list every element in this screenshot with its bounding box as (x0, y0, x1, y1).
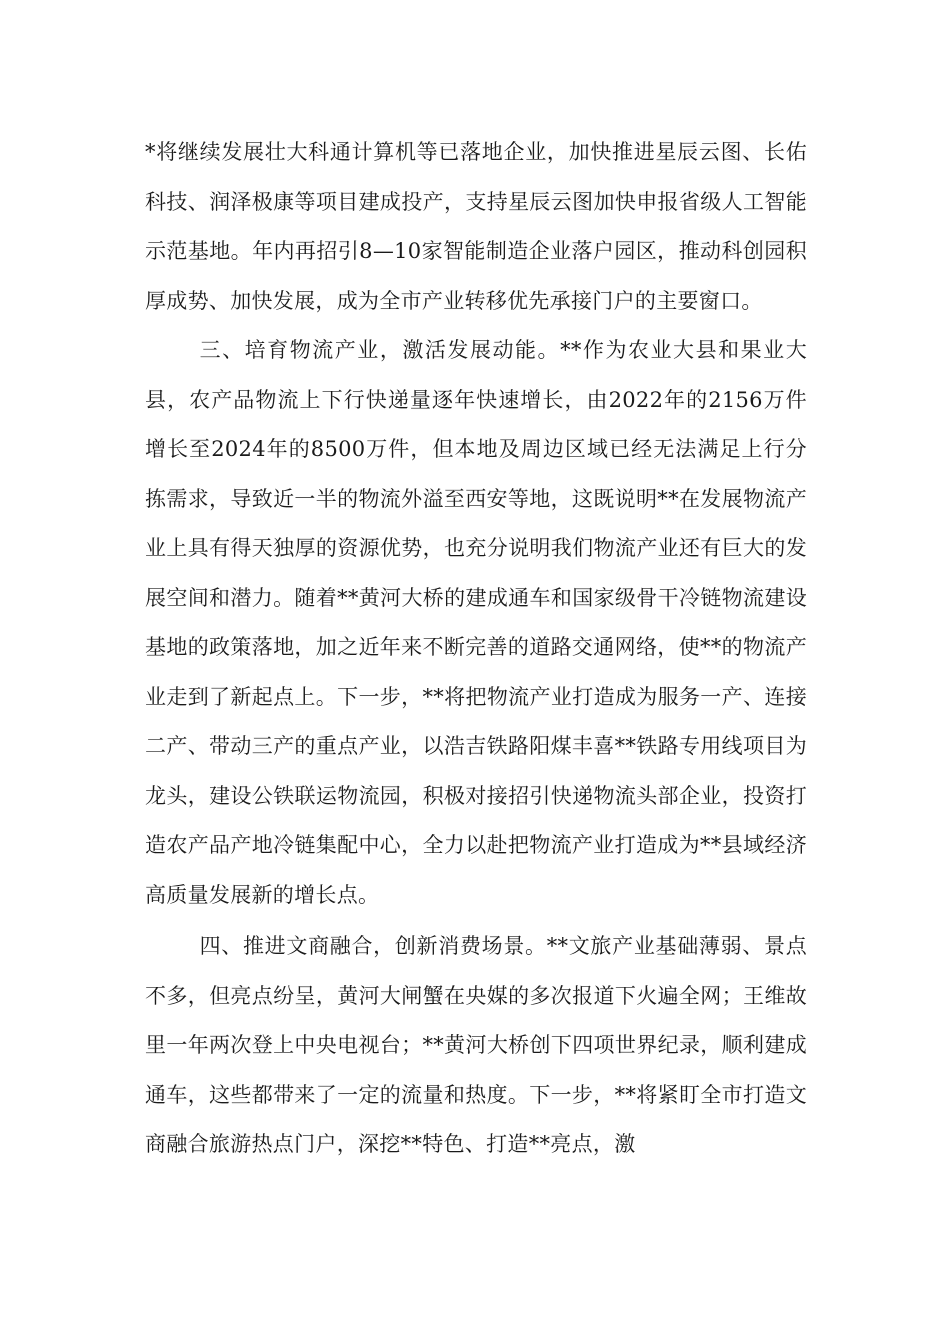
paragraph-tech-park: *将继续发展壮大科通计算机等已落地企业，加快推进星辰云图、长佑科技、润泽极康等项目建成投产，支持星辰云图加快申报省级人工智能示范基地。年内再招引8—10家智能制造企业落户园区，推动科创园积厚成势、加快发展，成为全市产业转移优先承接门户的主要窗口。 (145, 140, 807, 313)
paragraph-culture-commerce: 四、推进文商融合，创新消费场景。**文旅产业基础薄弱、景点不多，但亮点纷呈，黄河大闸蟹在央媒的多次报道下火遍全网；王维故里一年两次登上中央电视台；**黄河大桥创下四项世界纪录，顺利建成通车，这些都带来了一定的流量和热度。下一步，**将紧盯全市打造文商融合旅游热点门户，深挖**特色、打造**亮点，激 (145, 934, 807, 1156)
paragraph-logistics: 三、培育物流产业，激活发展动能。**作为农业大县和果业大县，农产品物流上下行快递量逐年快速增长，由2022年的2156万件增长至2024年的8500万件，但本地及周边区域已经无法满足上行分拣需求，导致近一半的物流外溢至西安等地，这既说明**在发展物流产业上具有得天独厚的资源优势，也充分说明我们物流产业还有巨大的发展空间和潜力。随着**黄河大桥的建成通车和国家级骨干冷链物流建设基地的政策落地，加之近年来不断完善的道路交通网络，使**的物流产业走到了新起点上。下一步，**将把物流产业打造成为服务一产、连接二产、带动三产的重点产业，以浩吉铁路阳煤丰喜**铁路专用线项目为龙头，建设公铁联运物流园，积极对接招引快递物流头部企业，投资打造农产品产地冷链集配中心，全力以赴把物流产业打造成为**县域经济高质量发展新的增长点。 (145, 338, 807, 907)
document-body (145, 128, 807, 1170)
